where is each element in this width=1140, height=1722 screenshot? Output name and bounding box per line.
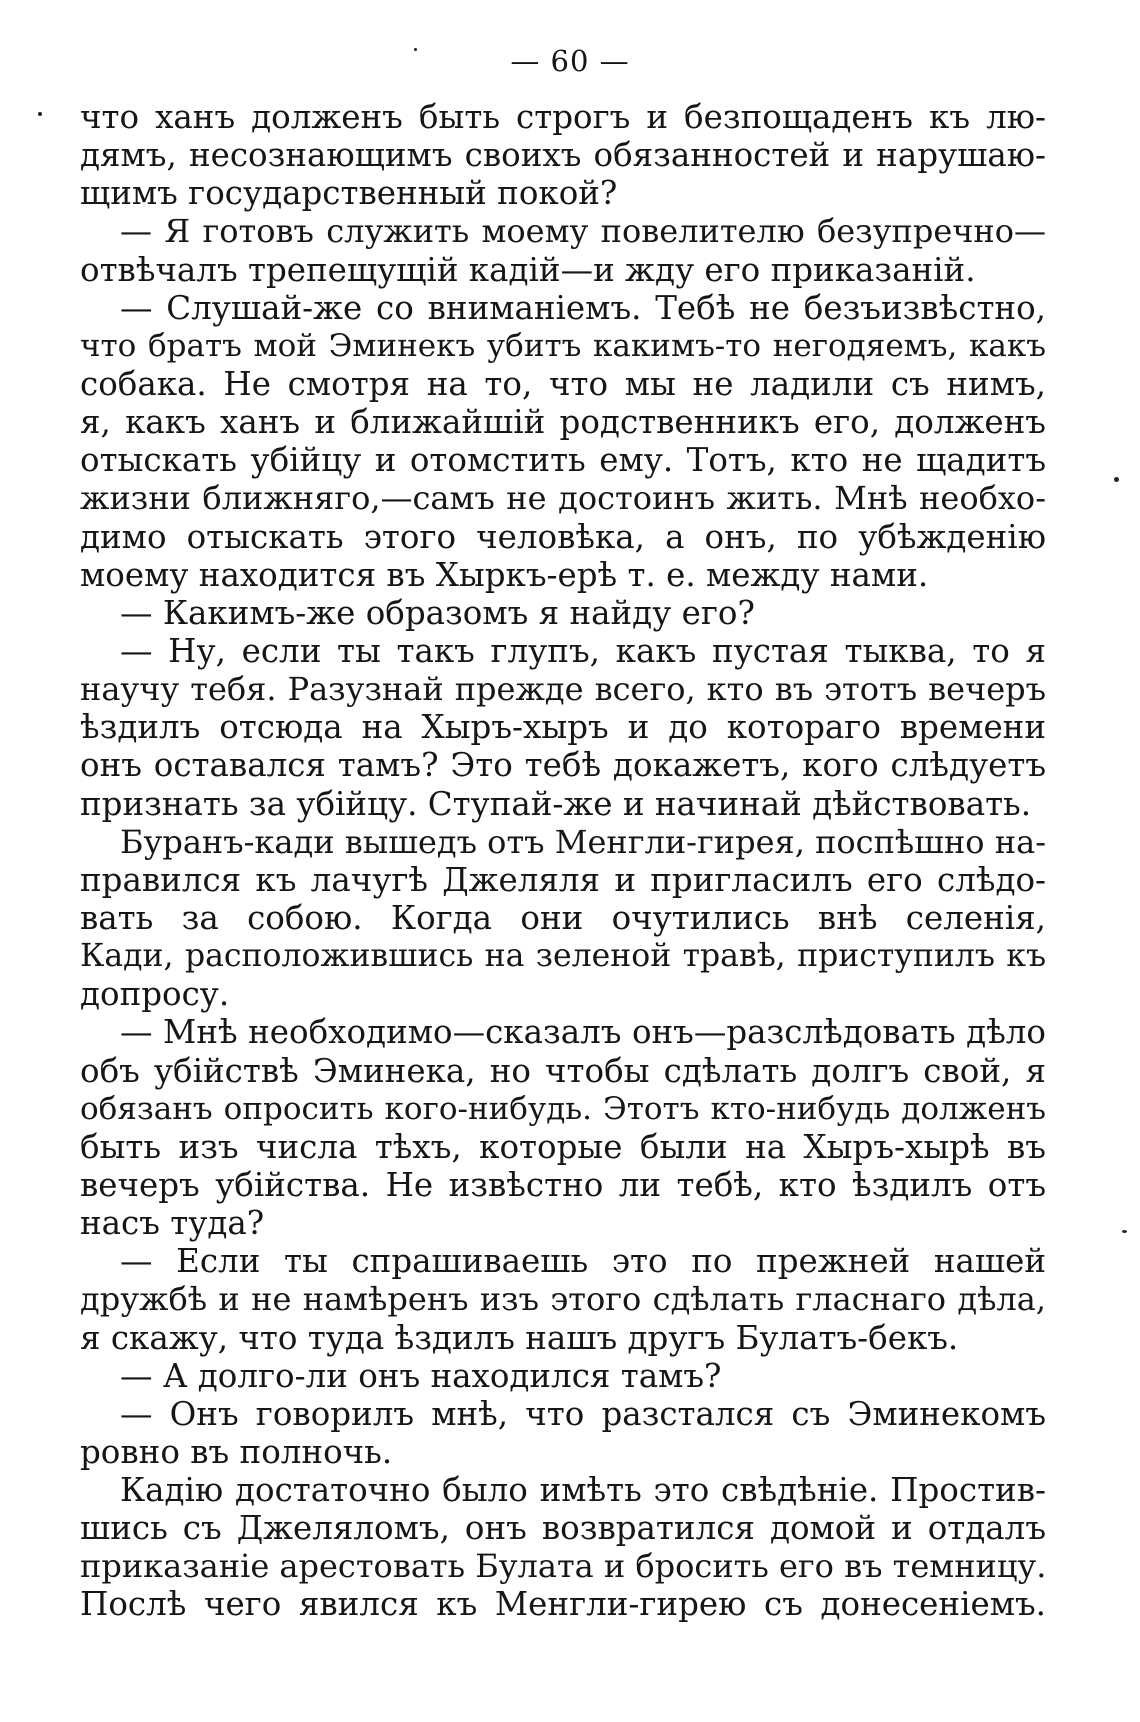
page-body-text	[80, 98, 1046, 1624]
text-line: что братъ мой Эминекъ убитъ какимъ-то негодяемъ, какъ	[80, 327, 1046, 364]
text-line: — Я готовъ служить моему повелителю безупречно—	[120, 212, 1046, 251]
text-line: онъ оставался тамъ? Это тебѣ докажетъ, кого слѣдуетъ	[80, 746, 1046, 785]
text-line: вать за собою. Когда они очутились внѣ селенія,	[80, 898, 1046, 937]
text-line: быть изъ числа тѣхъ, которые были на Хыръ-хырѣ въ	[80, 1127, 1046, 1166]
text-line: отвѣчалъ трепещущій кадій—и жду его приказаній.	[80, 250, 976, 289]
text-line: обязанъ опросить кого-нибудь. Этотъ кто-нибудь долженъ	[80, 1090, 1046, 1127]
text-line: димо отыскать этого человѣка, а онъ, по убѣжденію	[80, 517, 1046, 556]
text-line: собака. Не смотря на то, что мы не ладили съ нимъ,	[80, 364, 1046, 403]
text-line: — Если ты спрашиваешь это по прежней нашей	[120, 1242, 1046, 1281]
text-line: Буранъ-кади вышедъ отъ Менгли-гирея, поспѣшно на-	[120, 822, 1046, 861]
text-line: шись съ Джеляломъ, онъ возвратился домой и отдалъ	[80, 1509, 1046, 1548]
text-line: — Слушай-же со вниманіемъ. Тебѣ не безъизвѣстно,	[120, 288, 1046, 327]
text-line: допросу.	[80, 975, 230, 1014]
text-line: я, какъ ханъ и ближайшій родственникъ его, долженъ	[80, 403, 1046, 442]
text-line: правился къ лачугѣ Джеляля и пригласилъ его слѣдо-	[80, 860, 1046, 899]
ink-speck	[38, 112, 42, 116]
text-line: приказаніе арестовать Булата и бросить его въ темницу.	[80, 1547, 1047, 1586]
text-line: объ убійствѣ Эминека, но чтобы сдѣлать долгъ свой, я	[80, 1051, 1046, 1090]
text-line: вечеръ убійства. Не извѣстно ли тебѣ, кто ѣздилъ отъ	[80, 1165, 1046, 1204]
text-line: признать за убійцу. Ступай-же и начинай дѣйствовать.	[80, 784, 1032, 823]
text-line: Послѣ чего явился къ Менгли-гирею съ донесеніемъ.	[80, 1585, 1046, 1624]
text-line: щимъ государственный покой?	[80, 174, 618, 213]
page-number: — 60 —	[510, 44, 630, 78]
text-line: — Какимъ-же образомъ я найду его?	[120, 593, 755, 632]
text-line: — Онъ говорилъ мнѣ, что разстался съ Эминекомъ	[120, 1394, 1046, 1433]
ink-speck	[1122, 1230, 1127, 1233]
text-line: Кадію достаточно было имѣть это свѣдѣніе. Простив-	[120, 1471, 1046, 1510]
ink-speck	[1114, 477, 1119, 482]
text-line: Кади, расположившись на зеленой травѣ, приступилъ къ	[80, 938, 1046, 975]
text-line: ровно въ полночь.	[80, 1432, 393, 1471]
ink-speck	[414, 48, 417, 51]
text-line: — Мнѣ необходимо—сказалъ онъ—разслѣдовать дѣло	[120, 1013, 1046, 1052]
text-line: что ханъ долженъ быть строгъ и безпощаденъ къ лю-	[80, 98, 1046, 136]
text-line: — А долго-ли онъ находился тамъ?	[120, 1356, 722, 1395]
text-line: отыскать убійцу и отомстить ему. Тотъ, кто не щадитъ	[80, 441, 1046, 480]
text-line: — Ну, если ты такъ глупъ, какъ пустая тыква, то я	[120, 631, 1046, 670]
text-line: жизни ближняго,—самъ не достоинъ жить. Мнѣ необхо-	[80, 479, 1046, 518]
text-line: дямъ, несознающимъ своихъ обязанностей и нарушаю-	[80, 136, 1046, 175]
text-line: дружбѣ и не намѣренъ изъ этого сдѣлать гласнаго дѣла,	[80, 1280, 1046, 1319]
text-line: ѣздилъ отсюда на Хыръ-хыръ и до котораго времени	[80, 708, 1046, 747]
text-line: научу тебя. Разузнай прежде всего, кто въ этотъ вечеръ	[80, 670, 1046, 709]
text-line: моему находится въ Хыркъ-ерѣ т. е. между нами.	[80, 555, 929, 594]
text-line: я скажу, что туда ѣздилъ нашъ другъ Булатъ-бекъ.	[80, 1318, 959, 1357]
text-line: насъ туда?	[80, 1204, 265, 1243]
